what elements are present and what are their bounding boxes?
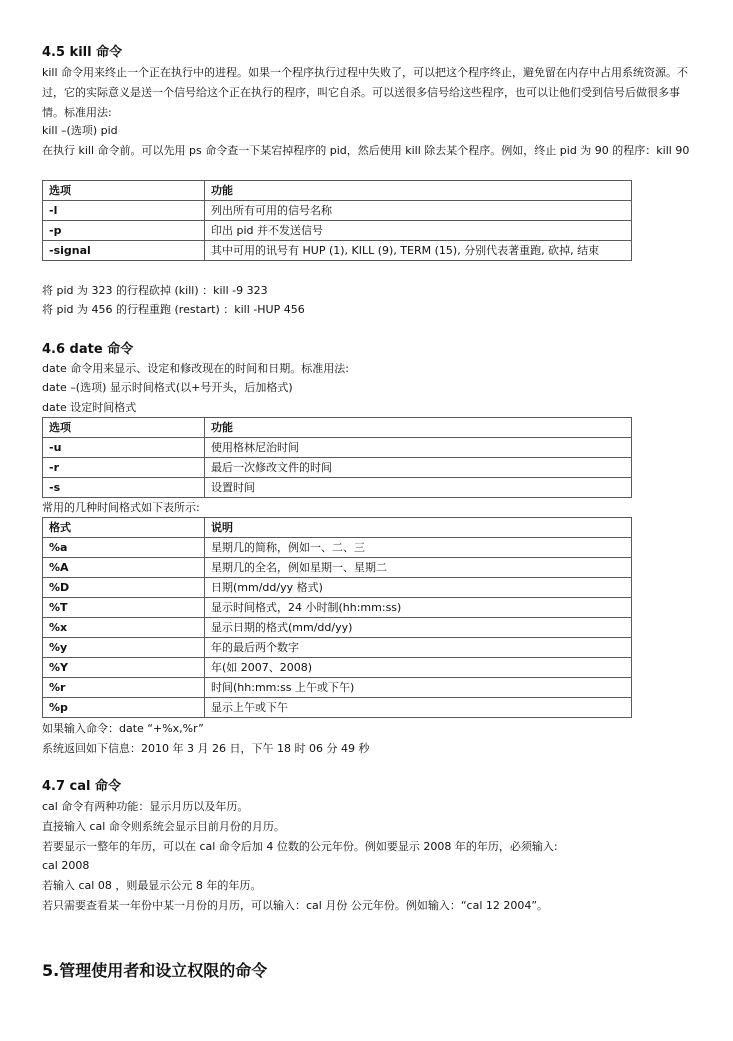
table-header-row [43, 518, 632, 538]
format-cell: %a [43, 538, 205, 558]
format-cell: %T [43, 598, 205, 618]
format-cell: %D [43, 578, 205, 598]
date-options-table [42, 417, 632, 498]
description-cell: 时间(hh:mm:ss 上午或下午) [205, 678, 632, 698]
table-row [43, 558, 632, 578]
table-row [43, 698, 632, 718]
date-syntax-2: date 设定时间格式 [42, 401, 137, 414]
section-heading-5: 5.管理使用者和设立权限的命令 [42, 961, 268, 980]
format-cell: %p [43, 698, 205, 718]
table-header-cell: 功能 [205, 181, 632, 201]
date-example-input: 如果输入命令：date “+%x,%r” [42, 722, 204, 735]
table-header-cell: 格式 [43, 518, 205, 538]
description-cell: 年(如 2007、2008) [205, 658, 632, 678]
table-header-cell: 选项 [43, 418, 205, 438]
cal-line: cal 2008 [42, 859, 90, 872]
table-header-row [43, 418, 632, 438]
option-cell: -signal [43, 241, 205, 261]
date-intro: date 命令用来显示、设定和修改现在的时间和日期。标准用法: [42, 362, 350, 375]
table-row [43, 658, 632, 678]
function-cell: 最后一次修改文件的时间 [205, 458, 632, 478]
cal-line: 若要显示一整年的年历，可以在 cal 命令后加 4 位数的公元年份。例如要显示 2008 年的年历，必须输入: [42, 840, 558, 853]
cal-line: cal 命令有两种功能：显示月历以及年历。 [42, 800, 249, 813]
description-cell: 星期几的全名，例如星期一、星期二 [205, 558, 632, 578]
description-cell: 显示上午或下午 [205, 698, 632, 718]
format-cell: %y [43, 638, 205, 658]
format-cell: %x [43, 618, 205, 638]
table-row [43, 618, 632, 638]
description-cell: 显示时间格式，24 小时制(hh:mm:ss) [205, 598, 632, 618]
section-heading-date: 4.6 date 命令 [42, 342, 134, 357]
option-cell: -r [43, 458, 205, 478]
kill-options-table [42, 180, 632, 261]
table-row [43, 241, 632, 261]
option-cell: -l [43, 201, 205, 221]
table-row [43, 458, 632, 478]
table-row [43, 678, 632, 698]
option-cell: -p [43, 221, 205, 241]
table-header-cell: 说明 [205, 518, 632, 538]
kill-example-2: 将 pid 为 456 的行程重跑 (restart) ：kill -HUP 456 [42, 303, 305, 316]
function-cell: 其中可用的讯号有 HUP (1), KILL (9), TERM (15), 分别代表著重跑, 砍掉, 结束 [205, 241, 632, 261]
format-cell: %r [43, 678, 205, 698]
function-cell: 列出所有可用的信号名称 [205, 201, 632, 221]
table-row [43, 478, 632, 498]
cal-line: 直接输入 cal 命令则系统会显示目前月份的月历。 [42, 820, 285, 833]
option-cell: -s [43, 478, 205, 498]
table-row [43, 438, 632, 458]
table-row [43, 201, 632, 221]
date-example-output: 系统返回如下信息：2010 年 3 月 26 日，下午 18 时 06 分 49 秒 [42, 742, 370, 755]
table-row [43, 538, 632, 558]
kill-intro-paragraph: kill 命令用来终止一个正在执行中的进程。如果一个程序执行过程中失败了，可以把这个程序终止，避免留在内存中占用系统资源。不过，它的实际意义是送一个信号给这个正在执行的程序，叫它自杀。可以送很多信号给这些程序，也可以让他们受到信号后做很多事情。标准用法: [42, 66, 689, 119]
description-cell: 年的最后两个数字 [205, 638, 632, 658]
table-row [43, 578, 632, 598]
format-cell: %A [43, 558, 205, 578]
date-formats-intro: 常用的几种时间格式如下表所示: [42, 501, 200, 514]
table-header-row [43, 181, 632, 201]
table-header-cell: 选项 [43, 181, 205, 201]
cal-line: 若输入 cal 08 ，则最显示公元 8 年的年历。 [42, 879, 262, 892]
table-header-cell: 功能 [205, 418, 632, 438]
description-cell: 显示日期的格式(mm/dd/yy) [205, 618, 632, 638]
function-cell: 设置时间 [205, 478, 632, 498]
table-row [43, 221, 632, 241]
option-cell: -u [43, 438, 205, 458]
format-cell: %Y [43, 658, 205, 678]
date-syntax-1: date –(选项) 显示时间格式(以+号开头，后加格式) [42, 381, 293, 394]
function-cell: 印出 pid 并不发送信号 [205, 221, 632, 241]
description-cell: 日期(mm/dd/yy 格式) [205, 578, 632, 598]
kill-description: 在执行 kill 命令前。可以先用 ps 命令查一下某宕掉程序的 pid，然后使用 kill 除去某个程序。例如，终止 pid 为 90 的程序：kill 90 [42, 144, 690, 157]
date-formats-table [42, 517, 632, 718]
cal-line: 若只需要查看某一年份中某一月份的月历，可以输入：cal 月份 公元年份。例如输入：“cal 12 2004”。 [42, 899, 549, 912]
kill-syntax: kill –(选项) pid [42, 124, 118, 137]
section-heading-cal: 4.7 cal 命令 [42, 779, 122, 794]
table-row [43, 638, 632, 658]
kill-example-1: 将 pid 为 323 的行程砍掉 (kill) ：kill -9 323 [42, 284, 268, 297]
description-cell: 星期几的简称，例如一、二、三 [205, 538, 632, 558]
function-cell: 使用格林尼治时间 [205, 438, 632, 458]
table-row [43, 598, 632, 618]
section-heading-kill: 4.5 kill 命令 [42, 45, 123, 60]
